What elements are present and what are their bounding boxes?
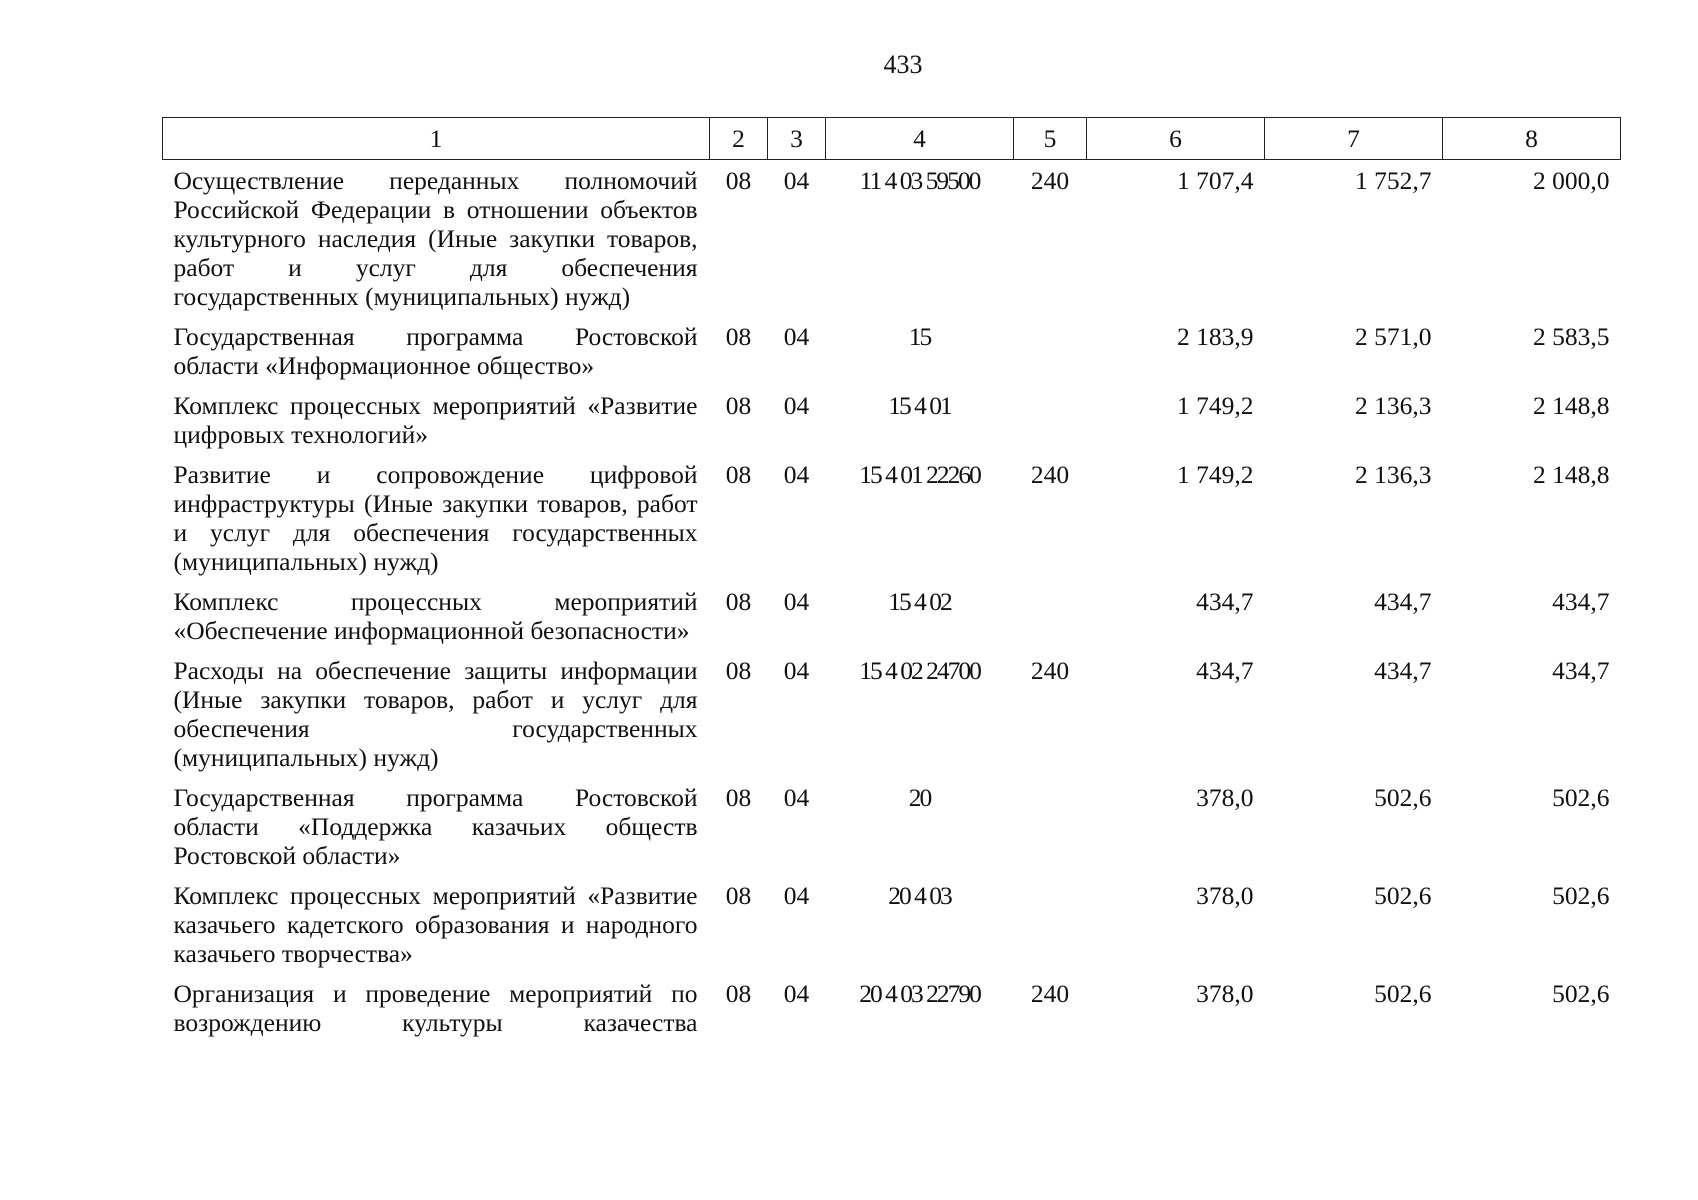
row-name: Комплекс процессных мероприятий «Развитие казачьего кадетского образования и народного казачьего творчества» bbox=[173, 881, 698, 968]
row-section: 08 bbox=[725, 656, 752, 685]
row-value-6: 1 749,2 bbox=[1177, 460, 1254, 489]
table-row bbox=[163, 319, 1621, 388]
row-name: Комплекс процессных мероприятий «Развитие цифровых технологий» bbox=[173, 391, 698, 449]
row-expense-type: 240 bbox=[1030, 979, 1070, 1008]
header-col-1: 1 bbox=[163, 118, 710, 160]
header-col-2: 2 bbox=[710, 118, 768, 160]
row-value-8: 434,7 bbox=[1552, 656, 1610, 685]
header-col-6: 6 bbox=[1087, 118, 1265, 160]
row-value-7: 2 136,3 bbox=[1355, 391, 1432, 420]
table-row bbox=[163, 584, 1621, 653]
row-value-8: 2 148,8 bbox=[1533, 460, 1610, 489]
row-value-7: 434,7 bbox=[1374, 587, 1432, 616]
row-subsection: 04 bbox=[783, 460, 810, 489]
page-number: 433 bbox=[883, 50, 923, 79]
row-expense-type bbox=[1014, 319, 1087, 388]
table-row bbox=[163, 388, 1621, 457]
row-subsection: 04 bbox=[783, 391, 810, 420]
row-value-6: 378,0 bbox=[1196, 979, 1254, 1008]
header-col-8: 8 bbox=[1443, 118, 1621, 160]
table-row bbox=[163, 878, 1621, 976]
row-name: Развитие и сопровождение цифровой инфраструктуры (Иные закупки товаров, работ и услуг для обеспечения государственных (муниципальных) нужд) bbox=[173, 460, 698, 576]
row-section: 08 bbox=[725, 166, 752, 195]
budget-table bbox=[162, 117, 1621, 1045]
row-name: Организация и проведение мероприятий по возрождению культуры казачества bbox=[173, 979, 698, 1037]
row-value-7: 2 136,3 bbox=[1355, 460, 1432, 489]
table-row bbox=[163, 653, 1621, 780]
row-name: Комплекс процессных мероприятий «Обеспечение информационной безопасности» bbox=[173, 587, 698, 645]
header-col-7: 7 bbox=[1265, 118, 1443, 160]
row-value-6: 378,0 bbox=[1196, 881, 1254, 910]
row-section: 08 bbox=[725, 881, 752, 910]
row-section: 08 bbox=[725, 979, 752, 1008]
row-expense-type bbox=[1014, 584, 1087, 653]
row-section: 08 bbox=[725, 587, 752, 616]
row-value-8: 2 148,8 bbox=[1533, 391, 1610, 420]
table-row bbox=[163, 160, 1621, 320]
row-subsection: 04 bbox=[783, 166, 810, 195]
row-target-code: 15 4 01 22260 bbox=[859, 460, 980, 489]
row-value-6: 434,7 bbox=[1196, 656, 1254, 685]
row-target-code: 15 4 02 24700 bbox=[859, 656, 980, 685]
row-subsection: 04 bbox=[783, 979, 810, 1008]
row-section: 08 bbox=[725, 391, 752, 420]
row-expense-type bbox=[1014, 388, 1087, 457]
table-row bbox=[163, 457, 1621, 584]
header-col-4: 4 bbox=[826, 118, 1014, 160]
row-value-6: 1 749,2 bbox=[1177, 391, 1254, 420]
row-subsection: 04 bbox=[783, 322, 810, 351]
row-value-8: 502,6 bbox=[1552, 979, 1610, 1008]
row-value-6: 378,0 bbox=[1196, 783, 1254, 812]
row-name: Государственная программа Ростовской области «Информационное общество» bbox=[173, 322, 698, 380]
row-section: 08 bbox=[725, 783, 752, 812]
row-target-code: 20 4 03 bbox=[888, 881, 951, 910]
row-section: 08 bbox=[725, 460, 752, 489]
row-value-7: 502,6 bbox=[1374, 881, 1432, 910]
row-name: Государственная программа Ростовской области «Поддержка казачьих обществ Ростовской области» bbox=[173, 783, 698, 870]
row-value-8: 434,7 bbox=[1552, 587, 1610, 616]
row-name: Осуществление переданных полномочий Российской Федерации в отношении объектов культурного наследия (Иные закупки товаров, работ и услуг для обеспечения государственных (муниципальных) нужд) bbox=[173, 166, 698, 311]
header-col-5: 5 bbox=[1014, 118, 1087, 160]
row-target-code: 20 bbox=[908, 783, 931, 812]
row-subsection: 04 bbox=[783, 587, 810, 616]
row-expense-type bbox=[1014, 878, 1087, 976]
row-value-7: 502,6 bbox=[1374, 979, 1432, 1008]
row-target-code: 15 4 02 bbox=[888, 587, 951, 616]
table-row bbox=[163, 780, 1621, 878]
table-header-row bbox=[163, 118, 1621, 160]
row-value-7: 502,6 bbox=[1374, 783, 1432, 812]
row-value-7: 434,7 bbox=[1374, 656, 1432, 685]
row-value-6: 2 183,9 bbox=[1177, 322, 1254, 351]
row-expense-type: 240 bbox=[1030, 166, 1070, 195]
row-subsection: 04 bbox=[783, 783, 810, 812]
row-value-8: 502,6 bbox=[1552, 783, 1610, 812]
row-subsection: 04 bbox=[783, 656, 810, 685]
row-target-code: 15 4 01 bbox=[888, 391, 951, 420]
row-value-8: 2 000,0 bbox=[1533, 166, 1610, 195]
row-section: 08 bbox=[725, 322, 752, 351]
row-value-6: 434,7 bbox=[1196, 587, 1254, 616]
row-target-code: 15 bbox=[908, 322, 931, 351]
row-target-code: 11 4 03 59500 bbox=[859, 166, 980, 195]
row-value-6: 1 707,4 bbox=[1177, 166, 1254, 195]
row-value-8: 502,6 bbox=[1552, 881, 1610, 910]
table-row bbox=[163, 976, 1621, 1045]
row-name: Расходы на обеспечение защиты информации (Иные закупки товаров, работ и услуг для обеспечения государственных (муниципальных) нужд) bbox=[173, 656, 698, 772]
row-target-code: 20 4 03 22790 bbox=[859, 979, 980, 1008]
row-value-8: 2 583,5 bbox=[1533, 322, 1610, 351]
row-value-7: 1 752,7 bbox=[1355, 166, 1432, 195]
row-expense-type: 240 bbox=[1030, 656, 1070, 685]
row-expense-type bbox=[1014, 780, 1087, 878]
row-value-7: 2 571,0 bbox=[1355, 322, 1432, 351]
header-col-3: 3 bbox=[768, 118, 826, 160]
row-subsection: 04 bbox=[783, 881, 810, 910]
row-expense-type: 240 bbox=[1030, 460, 1070, 489]
